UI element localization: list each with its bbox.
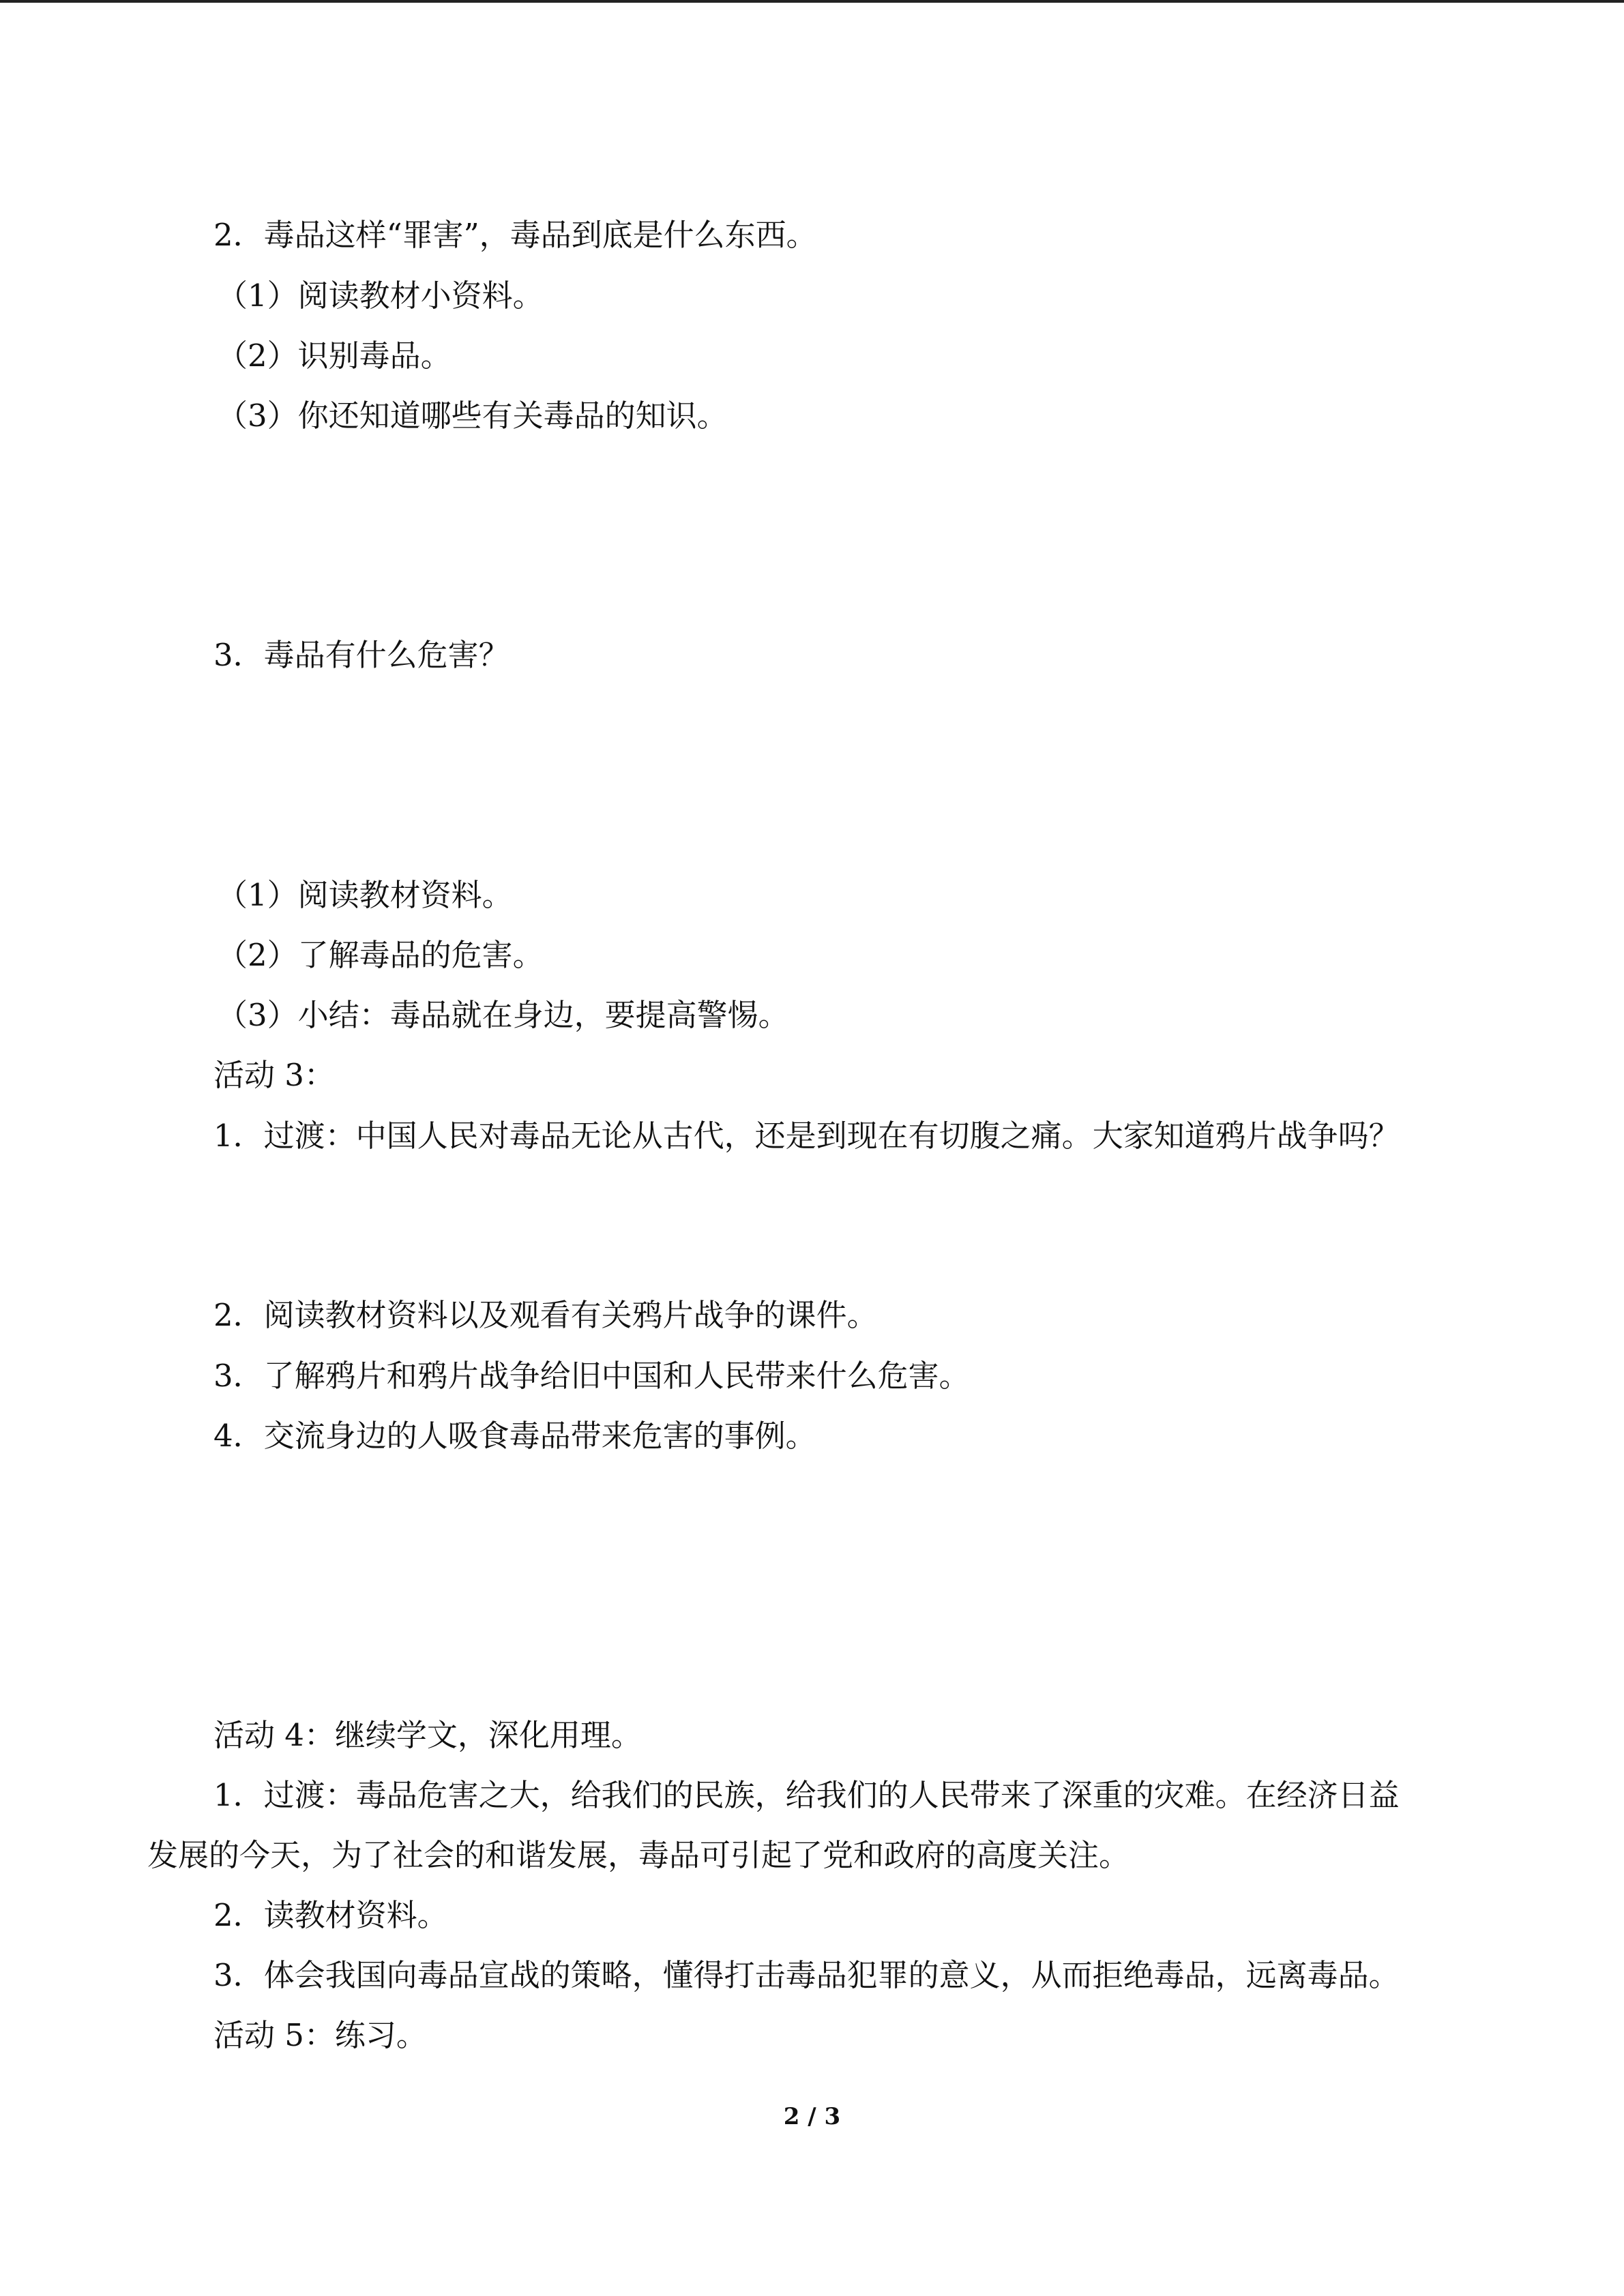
activity-5-heading: 活动 5：练习。: [213, 2017, 427, 2053]
question-3-step-2: （2）了解毒品的危害。: [217, 937, 544, 973]
activity-4-item-1-continued: 发展的今天，为了社会的和谐发展，毒品可引起了党和政府的高度关注。: [147, 1837, 1130, 1873]
question-3-step-3: （3）小结：毒品就在身边，要提高警惕。: [217, 997, 789, 1033]
activity-4-heading: 活动 4：继续学文，深化用理。: [213, 1717, 642, 1753]
top-border-rule: [0, 0, 1624, 3]
page-number: 2 / 3: [783, 2103, 841, 2130]
question-2-step-1: （1）阅读教材小资料。: [217, 278, 544, 314]
activity-3-heading: 活动 3：: [213, 1057, 335, 1093]
question-3-step-1: （1）阅读教材资料。: [217, 877, 513, 913]
activity-4-item-1: 1．过渡：毒品危害之大，给我们的民族，给我们的人民带来了深重的灾难。在经济日益: [213, 1777, 1400, 1813]
activity-3-item-4: 4．交流身边的人吸食毒品带来危害的事例。: [213, 1418, 816, 1454]
question-2-step-3: （3）你还知道哪些有关毒品的知识。: [217, 398, 728, 434]
question-2-heading: 2．毒品这样“罪害”，毒品到底是什么东西。: [213, 217, 817, 253]
activity-3-item-1: 1．过渡：中国人民对毒品无论从古代，还是到现在有切腹之痛。大家知道鸦片战争吗？: [213, 1118, 1400, 1154]
activity-3-item-3: 3．了解鸦片和鸦片战争给旧中国和人民带来什么危害。: [213, 1358, 970, 1394]
question-3-heading: 3．毒品有什么危害？: [213, 637, 510, 673]
activity-4-item-2: 2．读教材资料。: [213, 1897, 448, 1933]
activity-4-item-3: 3．体会我国向毒品宣战的策略，懂得打击毒品犯罪的意义，从而拒绝毒品，远离毒品。: [213, 1957, 1400, 1993]
activity-3-item-2: 2．阅读教材资料以及观看有关鸦片战争的课件。: [213, 1297, 878, 1333]
question-2-step-2: （2）识别毒品。: [217, 338, 452, 374]
